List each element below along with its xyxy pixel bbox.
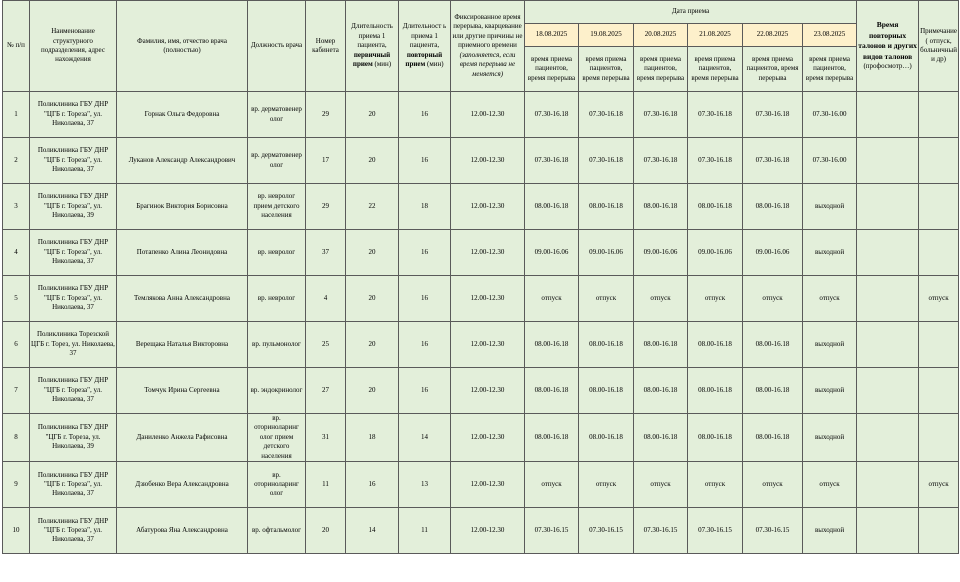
note-cell [919, 322, 959, 368]
doctor-name-cell: Горнак Ольга Федоровна [117, 92, 248, 138]
schedule-cell: 08.00-16.18 [743, 322, 803, 368]
schedule-cell: 08.00-16.18 [743, 368, 803, 414]
position-cell: вр. невролог прием детского населения [248, 184, 306, 230]
table-row [3, 92, 959, 138]
table-row [3, 322, 959, 368]
date-header: 18.08.2025 [525, 24, 579, 47]
cabinet-cell: 31 [306, 414, 346, 462]
schedule-cell: отпуск [743, 462, 803, 508]
cabinet-cell: 27 [306, 368, 346, 414]
date-subheader: время приема пациентов, время перерыва [525, 47, 579, 92]
tickets-cell [857, 138, 919, 184]
schedule-cell: 07.30-16.18 [525, 92, 579, 138]
schedule-cell: 07.30-16.15 [688, 508, 743, 554]
position-cell: вр. эндокринолог [248, 368, 306, 414]
note-cell [919, 414, 959, 462]
schedule-cell: 08.00-16.18 [688, 368, 743, 414]
schedule-cell: 08.00-16.18 [525, 184, 579, 230]
table-row [3, 462, 959, 508]
cabinet-cell: 29 [306, 184, 346, 230]
subdivision-cell: Поликлиника ГБУ ДНР "ЦГБ г. Тореза", ул. Николаева, 37 [30, 276, 117, 322]
schedule-cell: 08.00-16.18 [525, 414, 579, 462]
cabinet-cell: 17 [306, 138, 346, 184]
date-header: 22.08.2025 [743, 24, 803, 47]
position-cell: вр. невролог [248, 230, 306, 276]
note-cell [919, 230, 959, 276]
tickets-cell [857, 368, 919, 414]
first-duration-cell: 20 [346, 230, 399, 276]
schedule-cell: 08.00-16.18 [634, 322, 688, 368]
date-subheader: время приема пациентов, время перерыва [579, 47, 634, 92]
schedule-cell: выходной [803, 508, 857, 554]
schedule-cell: отпуск [803, 276, 857, 322]
table-row [3, 414, 959, 462]
schedule-cell: выходной [803, 322, 857, 368]
note-cell: отпуск [919, 276, 959, 322]
position-cell: вр. невролог [248, 276, 306, 322]
schedule-cell: отпуск [743, 276, 803, 322]
schedule-cell: 08.00-16.18 [579, 184, 634, 230]
cabinet-cell: 20 [306, 508, 346, 554]
subdivision-cell: Поликлиника ГБУ ДНР "ЦГБ г. Тореза", ул. Николаева, 39 [30, 184, 117, 230]
table-row [3, 368, 959, 414]
header-cabinet: Номер кабинета [306, 1, 346, 92]
date-header: 20.08.2025 [634, 24, 688, 47]
table-row [3, 276, 959, 322]
break-cell: 12.00-12.30 [451, 92, 525, 138]
schedule-cell: отпуск [579, 462, 634, 508]
subdivision-cell: Поликлиника Торезской ЦГБ г. Торез, ул. Николаева, 37 [30, 322, 117, 368]
break-cell: 12.00-12.30 [451, 322, 525, 368]
note-cell [919, 368, 959, 414]
doctor-name-cell: Луканов Александр Александрович [117, 138, 248, 184]
doctor-name-cell: Верещака Наталья Викторовна [117, 322, 248, 368]
schedule-cell: 08.00-16.18 [688, 414, 743, 462]
schedule-cell: отпуск [579, 276, 634, 322]
schedule-cell: 08.00-16.18 [634, 368, 688, 414]
table-row [3, 138, 959, 184]
row-num: 9 [3, 462, 30, 508]
schedule-cell: 08.00-16.18 [743, 184, 803, 230]
subdivision-cell: Поликлиника ГБУ ДНР "ЦГБ г. Тореза", ул. Николаева, 37 [30, 368, 117, 414]
schedule-cell: 07.30-16.15 [579, 508, 634, 554]
repeat-duration-cell: 16 [399, 92, 451, 138]
repeat-duration-cell: 16 [399, 138, 451, 184]
schedule-cell: 08.00-16.18 [579, 368, 634, 414]
break-cell: 12.00-12.30 [451, 414, 525, 462]
table-row [3, 508, 959, 554]
note-cell [919, 508, 959, 554]
schedule-cell: 08.00-16.18 [634, 184, 688, 230]
first-duration-cell: 20 [346, 138, 399, 184]
header-first-duration: Длительность приема 1 пациента, первичный прием (мин) [346, 1, 399, 92]
repeat-duration-cell: 18 [399, 184, 451, 230]
row-num: 4 [3, 230, 30, 276]
subdivision-cell: Поликлиника ГБУ ДНР "ЦГБ г. Тореза", ул. Николаева, 37 [30, 508, 117, 554]
break-cell: 12.00-12.30 [451, 508, 525, 554]
schedule-cell: 07.30-16.00 [803, 138, 857, 184]
date-subheader: время приема пациентов, время перерыва [743, 47, 803, 92]
first-duration-cell: 14 [346, 508, 399, 554]
position-cell: вр. дерматовенер олог [248, 138, 306, 184]
note-cell [919, 92, 959, 138]
schedule-cell: выходной [803, 230, 857, 276]
break-cell: 12.00-12.30 [451, 230, 525, 276]
tickets-cell [857, 462, 919, 508]
schedule-cell: отпуск [688, 462, 743, 508]
schedule-cell: 07.30-16.00 [803, 92, 857, 138]
schedule-cell: выходной [803, 414, 857, 462]
break-cell: 12.00-12.30 [451, 138, 525, 184]
subdivision-cell: Поликлиника ГБУ ДНР "ЦГБ г. Тореза", ул. Николаева, 37 [30, 92, 117, 138]
row-num: 8 [3, 414, 30, 462]
doctor-name-cell: Потапенко Алина Леонидовна [117, 230, 248, 276]
doctor-name-cell: Томчук Ирина Сергеевна [117, 368, 248, 414]
row-num: 5 [3, 276, 30, 322]
position-cell: вр. офтальмолог [248, 508, 306, 554]
header-repeat-duration: Длительност ь приема 1 пациента, повторный прием (мин) [399, 1, 451, 92]
schedule-cell: 07.30-16.18 [579, 138, 634, 184]
schedule-cell: 09.00-16.06 [579, 230, 634, 276]
schedule-cell: отпуск [525, 276, 579, 322]
schedule-cell: отпуск [688, 276, 743, 322]
cabinet-cell: 4 [306, 276, 346, 322]
header-date-group: Дата приема [525, 1, 857, 24]
doctor-name-cell: Абатурова Яна Александровна [117, 508, 248, 554]
break-cell: 12.00-12.30 [451, 184, 525, 230]
schedule-cell: 08.00-16.18 [688, 184, 743, 230]
schedule-cell: 07.30-16.18 [579, 92, 634, 138]
tickets-cell [857, 184, 919, 230]
repeat-duration-cell: 16 [399, 230, 451, 276]
schedule-cell: 07.30-16.18 [688, 138, 743, 184]
date-header: 19.08.2025 [579, 24, 634, 47]
schedule-cell: 07.30-16.18 [743, 138, 803, 184]
cabinet-cell: 11 [306, 462, 346, 508]
first-duration-cell: 20 [346, 368, 399, 414]
schedule-cell: 09.00-16.06 [525, 230, 579, 276]
date-subheader: время приема пациентов, время перерыва [688, 47, 743, 92]
schedule-cell: 07.30-16.18 [525, 138, 579, 184]
note-cell [919, 184, 959, 230]
schedule-cell: 08.00-16.18 [743, 414, 803, 462]
position-cell: вр. пульмонолог [248, 322, 306, 368]
cabinet-cell: 25 [306, 322, 346, 368]
schedule-cell: 07.30-16.18 [634, 138, 688, 184]
note-cell: отпуск [919, 462, 959, 508]
row-num: 2 [3, 138, 30, 184]
header-break: Фиксированное время перерыва, кварцевание или другие причины не приемного времени (заполняется, если время перерыва не меняется) [451, 1, 525, 92]
schedule-cell: 08.00-16.18 [634, 414, 688, 462]
header-num: № п/п [3, 1, 30, 92]
header-position: Должность врача [248, 1, 306, 92]
tickets-cell [857, 322, 919, 368]
schedule-cell: отпуск [634, 276, 688, 322]
first-duration-cell: 18 [346, 414, 399, 462]
tickets-cell [857, 230, 919, 276]
schedule-cell: 07.30-16.15 [634, 508, 688, 554]
subdivision-cell: Поликлиника ГБУ ДНР "ЦГБ г. Тореза", ул. Николаева, 37 [30, 462, 117, 508]
header-repeat-tickets: Время повторных талонов и других видов талонов (профосмотр…) [857, 1, 919, 92]
schedule-cell: 07.30-16.18 [743, 92, 803, 138]
first-duration-cell: 20 [346, 322, 399, 368]
row-num: 7 [3, 368, 30, 414]
doctor-name-cell: Темлякова Анна Александровна [117, 276, 248, 322]
tickets-cell [857, 414, 919, 462]
repeat-duration-cell: 11 [399, 508, 451, 554]
position-cell: вр. дерматовенер олог [248, 92, 306, 138]
row-num: 1 [3, 92, 30, 138]
schedule-cell: 08.00-16.18 [579, 322, 634, 368]
cabinet-cell: 37 [306, 230, 346, 276]
schedule-cell: 09.00-16.06 [743, 230, 803, 276]
repeat-duration-cell: 16 [399, 276, 451, 322]
schedule-cell: 08.00-16.18 [525, 322, 579, 368]
first-duration-cell: 20 [346, 92, 399, 138]
repeat-duration-cell: 13 [399, 462, 451, 508]
schedule-cell: 07.30-16.18 [688, 92, 743, 138]
repeat-duration-cell: 16 [399, 368, 451, 414]
subdivision-cell: Поликлиника ГБУ ДНР "ЦГБ г. Тореза", ул. Николаева, 37 [30, 230, 117, 276]
first-duration-cell: 16 [346, 462, 399, 508]
schedule-cell: выходной [803, 368, 857, 414]
schedule-cell: 09.00-16.06 [634, 230, 688, 276]
table-row [3, 230, 959, 276]
tickets-cell [857, 508, 919, 554]
schedule-cell: 07.30-16.18 [634, 92, 688, 138]
schedule-cell: отпуск [525, 462, 579, 508]
note-cell [919, 138, 959, 184]
tickets-cell [857, 276, 919, 322]
row-num: 10 [3, 508, 30, 554]
date-subheader: время приема пациентов, время перерыва [634, 47, 688, 92]
first-duration-cell: 22 [346, 184, 399, 230]
header-subdivision: Наименование структурного подразделения, адрес нахождения [30, 1, 117, 92]
table-row [3, 184, 959, 230]
row-num: 6 [3, 322, 30, 368]
subdivision-cell: Поликлиника ГБУ ДНР "ЦГБ г. Тореза, ул. Николаева, 39 [30, 414, 117, 462]
position-cell: вр. оториноларинг олог [248, 462, 306, 508]
header-fio: Фамилия, имя, отчество врача (полностью) [117, 1, 248, 92]
date-header: 21.08.2025 [688, 24, 743, 47]
schedule-cell: 07.30-16.15 [743, 508, 803, 554]
schedule-table [2, 0, 959, 554]
doctor-name-cell: Дзюбенко Вера Александровна [117, 462, 248, 508]
position-cell: вр. оториноларинг олог прием детского населения [248, 414, 306, 462]
schedule-cell: отпуск [803, 462, 857, 508]
break-cell: 12.00-12.30 [451, 368, 525, 414]
date-header: 23.08.2025 [803, 24, 857, 47]
subdivision-cell: Поликлиника ГБУ ДНР "ЦГБ г. Тореза", ул. Николаева, 37 [30, 138, 117, 184]
doctor-name-cell: Даниленко Анжела Рафисовна [117, 414, 248, 462]
header-notes: Примечание ( отпуск, больничный и др) [919, 1, 959, 92]
row-num: 3 [3, 184, 30, 230]
schedule-cell: 07.30-16.15 [525, 508, 579, 554]
schedule-cell: 08.00-16.18 [525, 368, 579, 414]
break-cell: 12.00-12.30 [451, 276, 525, 322]
schedule-cell: 08.00-16.18 [579, 414, 634, 462]
tickets-cell [857, 92, 919, 138]
cabinet-cell: 29 [306, 92, 346, 138]
schedule-cell: выходной [803, 184, 857, 230]
first-duration-cell: 20 [346, 276, 399, 322]
date-subheader: время приема пациентов, время перерыва [803, 47, 857, 92]
repeat-duration-cell: 16 [399, 322, 451, 368]
doctor-name-cell: Брагинок Виктория Борисовна [117, 184, 248, 230]
repeat-duration-cell: 14 [399, 414, 451, 462]
break-cell: 12.00-12.30 [451, 462, 525, 508]
schedule-cell: 08.00-16.18 [688, 322, 743, 368]
schedule-cell: 09.00-16.06 [688, 230, 743, 276]
schedule-cell: отпуск [634, 462, 688, 508]
